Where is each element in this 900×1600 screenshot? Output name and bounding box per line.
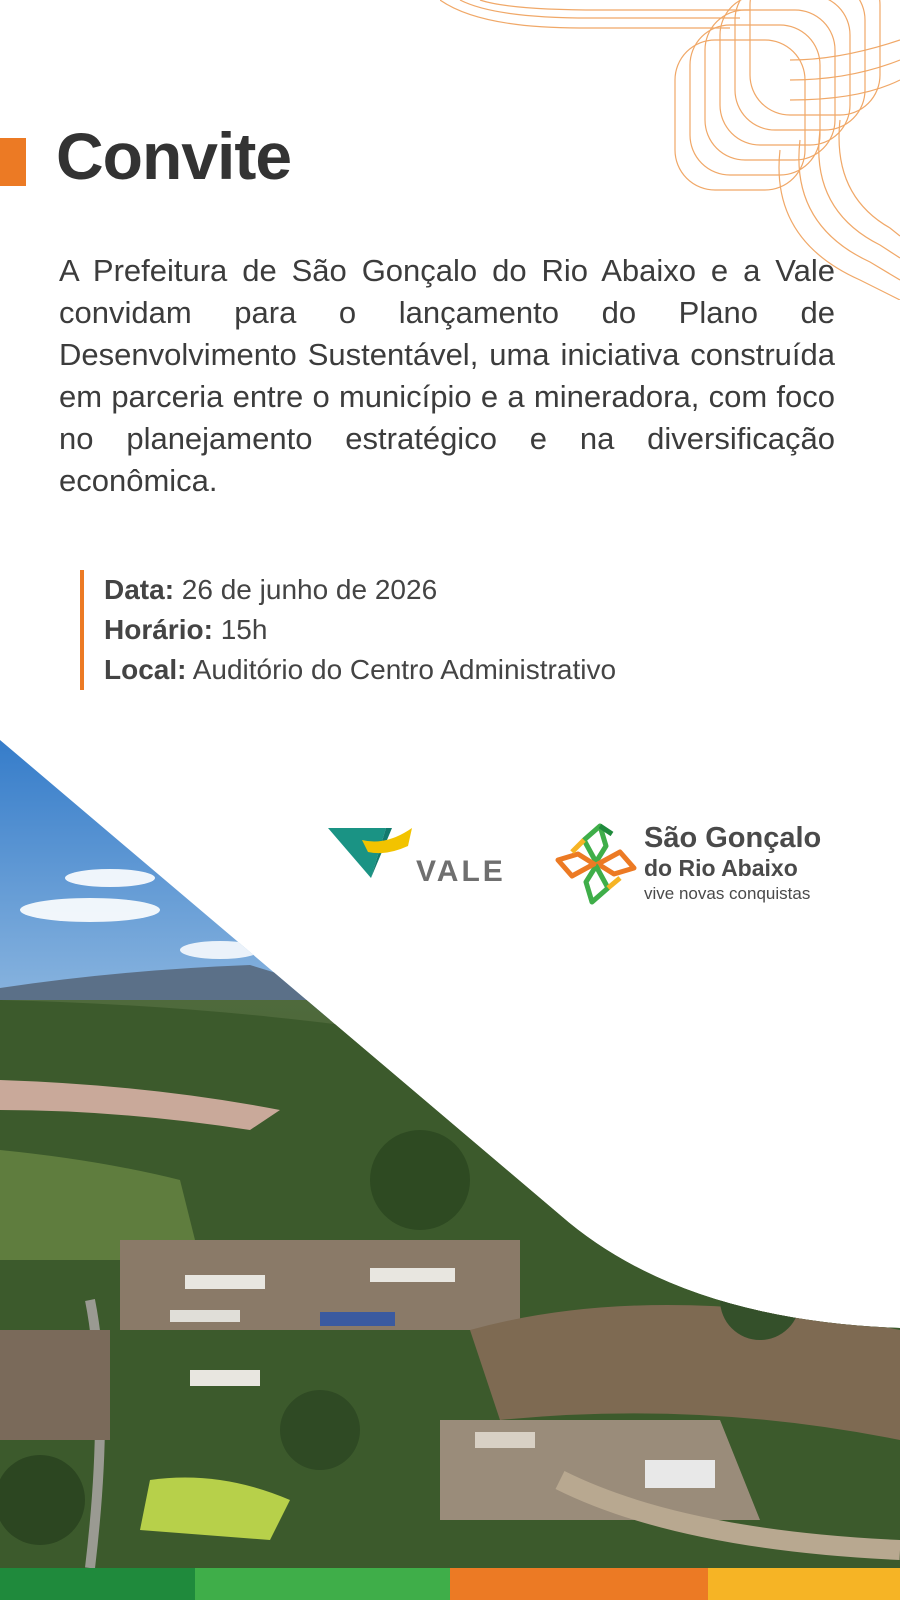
footer-stripe-yellow bbox=[708, 1568, 900, 1600]
vale-wordmark: VALE bbox=[416, 855, 506, 888]
city-logo-name-line2: do Rio Abaixo bbox=[644, 855, 798, 881]
date-label: Data: bbox=[104, 574, 175, 605]
time-value: 15h bbox=[220, 614, 268, 645]
invitation-text: A Prefeitura de São Gonçalo do Rio Abaixo e a Vale convidam para o lançamento do Plano de Desenvolvimento Sustentável, uma iniciativa construída em parceria entre o município e a mineradora, com foco no planejamento estratégico e na diversificação econômica. bbox=[59, 253, 835, 498]
place-value: Auditório do Centro Administrativo bbox=[192, 654, 617, 685]
sao-goncalo-flower-logo-icon bbox=[554, 822, 638, 906]
footer-stripe-green bbox=[195, 1568, 450, 1600]
footer-stripe-orange bbox=[450, 1568, 708, 1600]
page-title: Convite bbox=[56, 119, 292, 193]
date-value: 26 de junho de 2026 bbox=[181, 574, 438, 605]
place-label: Local: bbox=[104, 654, 187, 685]
city-logo-name-line1: São Gonçalo bbox=[644, 822, 822, 854]
footer-stripe-dark-green bbox=[0, 1568, 195, 1600]
time-label: Horário: bbox=[104, 614, 213, 645]
city-logo-tagline: vive novas conquistas bbox=[644, 884, 811, 903]
